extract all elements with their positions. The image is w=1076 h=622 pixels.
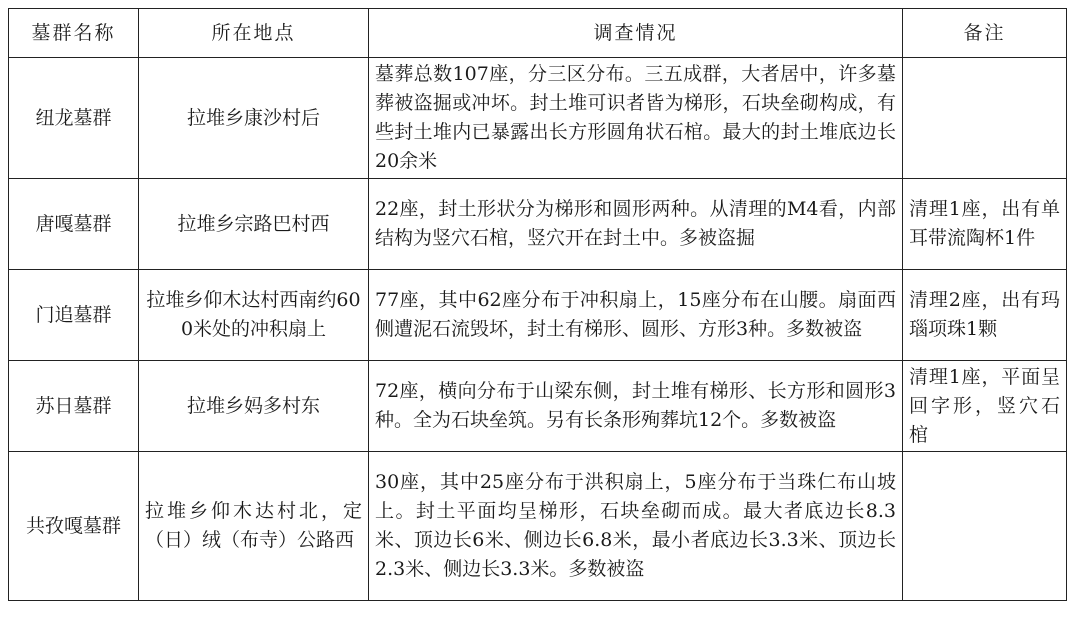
header-name: 墓群名称 xyxy=(9,9,139,58)
cell-note: 清理1座，平面呈回字形，竖穴石棺 xyxy=(903,361,1067,452)
cell-location: 拉堆乡妈多村东 xyxy=(139,361,369,452)
header-survey: 调查情况 xyxy=(369,9,903,58)
cell-note: 清理1座，出有单耳带流陶杯1件 xyxy=(903,179,1067,270)
cell-name: 共孜嘎墓群 xyxy=(9,452,139,601)
cell-name: 苏日墓群 xyxy=(9,361,139,452)
table-row xyxy=(9,361,1067,452)
cell-location: 拉堆乡仰木达村西南约600米处的冲积扇上 xyxy=(139,270,369,361)
cell-survey: 77座，其中62座分布于冲积扇上，15座分布在山腰。扇面西侧遭泥石流毁坏，封土有梯形、圆形、方形3种。多数被盗 xyxy=(369,270,903,361)
table-row xyxy=(9,452,1067,601)
header-note: 备注 xyxy=(903,9,1067,58)
cell-note xyxy=(903,58,1067,179)
table-wrapper xyxy=(8,8,1067,601)
table-row xyxy=(9,58,1067,179)
cell-name: 纽龙墓群 xyxy=(9,58,139,179)
cell-survey: 30座，其中25座分布于洪积扇上，5座分布于当珠仁布山坡上。封土平面均呈梯形，石块垒砌而成。最大者底边长8.3米、顶边长6米、侧边长6.8米，最小者底边长3.3米、顶边长2.3米、侧边长3.3米。多数被盗 xyxy=(369,452,903,601)
table-row xyxy=(9,270,1067,361)
cell-location: 拉堆乡仰木达村北，定（日）绒（布寺）公路西 xyxy=(139,452,369,601)
header-location: 所在地点 xyxy=(139,9,369,58)
cell-note: 清理2座，出有玛瑙项珠1颗 xyxy=(903,270,1067,361)
cell-name: 门追墓群 xyxy=(9,270,139,361)
cell-name: 唐嘎墓群 xyxy=(9,179,139,270)
table-row xyxy=(9,179,1067,270)
cell-survey: 墓葬总数107座，分三区分布。三五成群，大者居中，许多墓葬被盗掘或冲坏。封土堆可识者皆为梯形，石块垒砌构成，有些封土堆内已暴露出长方形圆角状石棺。最大的封土堆底边长20余米 xyxy=(369,58,903,179)
cell-location: 拉堆乡宗路巴村西 xyxy=(139,179,369,270)
cell-survey: 72座，横向分布于山梁东侧，封土堆有梯形、长方形和圆形3种。全为石块垒筑。另有长条形殉葬坑12个。多数被盗 xyxy=(369,361,903,452)
cell-location: 拉堆乡康沙村后 xyxy=(139,58,369,179)
header-row xyxy=(9,9,1067,58)
cell-note xyxy=(903,452,1067,601)
tomb-survey-table xyxy=(8,8,1067,601)
cell-survey: 22座，封土形状分为梯形和圆形两种。从清理的M4看，内部结构为竖穴石棺，竖穴开在封土中。多被盗掘 xyxy=(369,179,903,270)
